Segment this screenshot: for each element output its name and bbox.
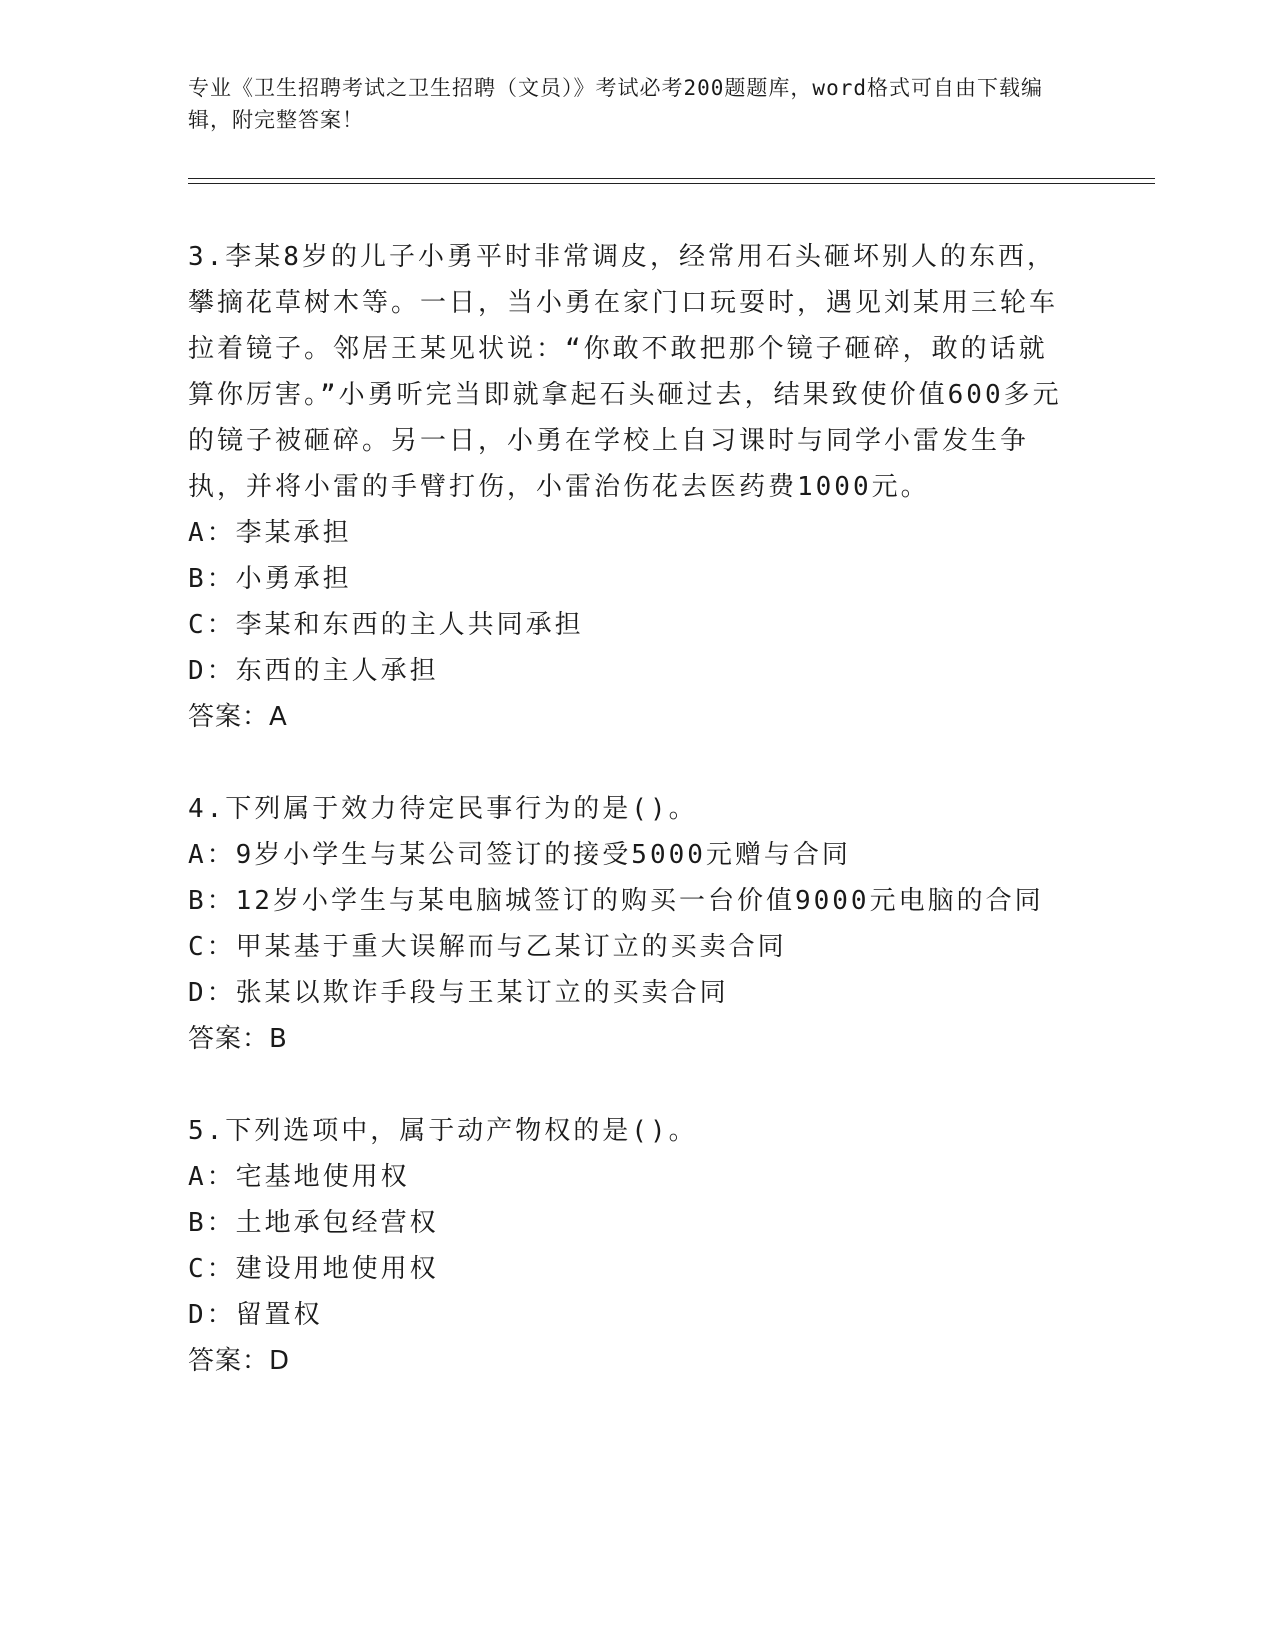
document-header: 专业《卫生招聘考试之卫生招聘（文员）》考试必考200题题库，word格式可自由下载编辑，附完整答案！ [188, 76, 1043, 132]
question-stem: 4.下列属于效力待定民事行为的是()。 [188, 794, 698, 824]
option-c: C：甲某基于重大误解而与乙某订立的买卖合同 [188, 932, 787, 962]
question-stem: 3.李某8岁的儿子小勇平时非常调皮，经常用石头砸坏别人的东西，攀摘花草树木等。一日，当小勇在家门口玩耍时，遇见刘某用三轮车拉着镜子。邻居王某见状说：“你敢不敢把那个镜子砸碎，敢的话就算你厉害。”小勇听完当即就拿起石头砸过去，结果致使价值600多元的镜子被砸碎。另一日，小勇在学校上自习课时与同学小雷发生争执，并将小雷的手臂打伤，小雷治伤花去医药费1000元。 [188, 242, 1062, 502]
option-a: A：宅基地使用权 [188, 1162, 410, 1192]
question-3 [188, 234, 1068, 740]
header-divider-top [188, 178, 1155, 179]
answer-line: 答案：B [188, 1024, 288, 1054]
option-c: C：建设用地使用权 [188, 1254, 439, 1284]
header-divider-bottom [188, 183, 1155, 184]
answer-line: 答案：A [188, 702, 288, 732]
option-b: B：12岁小学生与某电脑城签订的购买一台价值9000元电脑的合同 [188, 886, 1044, 916]
answer-line: 答案：D [188, 1346, 291, 1376]
question-list [188, 234, 1068, 1384]
question-stem: 5.下列选项中，属于动产物权的是()。 [188, 1116, 698, 1146]
question-4 [188, 786, 1068, 1062]
option-d: D：留置权 [188, 1300, 323, 1330]
option-a: A：9岁小学生与某公司签订的接受5000元赠与合同 [188, 840, 851, 870]
option-a: A：李某承担 [188, 518, 352, 548]
option-d: D：东西的主人承担 [188, 656, 439, 686]
question-spacer [188, 740, 1068, 786]
option-b: B：土地承包经营权 [188, 1208, 439, 1238]
option-d: D：张某以欺诈手段与王某订立的买卖合同 [188, 978, 729, 1008]
option-c: C：李某和东西的主人共同承担 [188, 610, 584, 640]
question-5 [188, 1108, 1068, 1384]
question-spacer [188, 1062, 1068, 1108]
option-b: B：小勇承担 [188, 564, 352, 594]
